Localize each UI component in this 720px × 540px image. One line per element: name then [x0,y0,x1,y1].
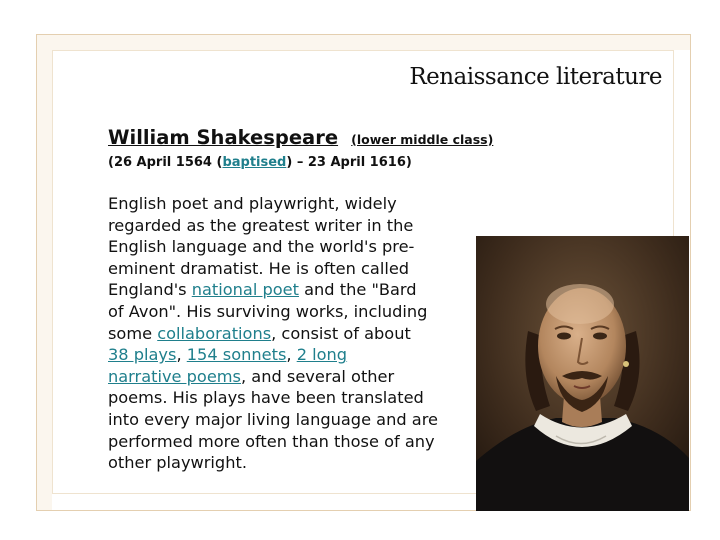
paragraph-text: , and several other [241,366,395,386]
dates-line [108,155,412,170]
portrait-illustration [476,236,689,511]
paragraph-line: performed more often than those of any [108,431,435,451]
collaborations-link[interactable]: collaborations [157,323,272,343]
paragraph-line: English language and the world's pre- [108,237,415,257]
paragraph-line: of Avon". His surviving works, including [108,301,428,321]
paragraph-text: and the "Bard [298,280,417,300]
paragraph-line [108,366,474,388]
paragraph-line: into every major living language and are [108,409,438,429]
paragraph-line: regarded as the greatest writer in the [108,215,414,235]
plays-link[interactable]: 38 plays [108,345,177,365]
paragraph-text: , consist of about [271,323,411,343]
paragraph-text: some [108,323,158,343]
baptised-link[interactable]: baptised [222,155,287,170]
paragraph-line: poems. His plays have been translated [108,388,424,408]
paragraph-line: other playwright. [108,453,247,473]
paragraph-line: eminent dramatist. He is often called [108,258,410,278]
heading [108,126,493,149]
dates-after: ) – 23 April 1616) [286,155,412,170]
national-poet-link[interactable]: national poet [191,280,299,300]
biography-paragraph [108,193,474,474]
heading-class-note: (lower middle class) [351,132,494,147]
paragraph-line [108,344,474,366]
shakespeare-portrait [476,236,689,511]
heading-name: William Shakespeare [108,126,339,149]
narrative-poems-link[interactable]: narrative poems [108,366,241,386]
paragraph-text: , [286,345,297,365]
narrative-poems-link-start[interactable]: 2 long [296,345,348,365]
paragraph-line [108,279,474,301]
paragraph-line [108,323,474,345]
paragraph-text: , [176,345,187,365]
dates-before: (26 April 1564 ( [108,155,223,170]
paragraph-line: English poet and playwright, widely [108,194,397,213]
paragraph-text: England's [108,280,192,300]
slide-title: Renaissance literature [409,64,662,90]
sonnets-link[interactable]: 154 sonnets [186,345,287,365]
